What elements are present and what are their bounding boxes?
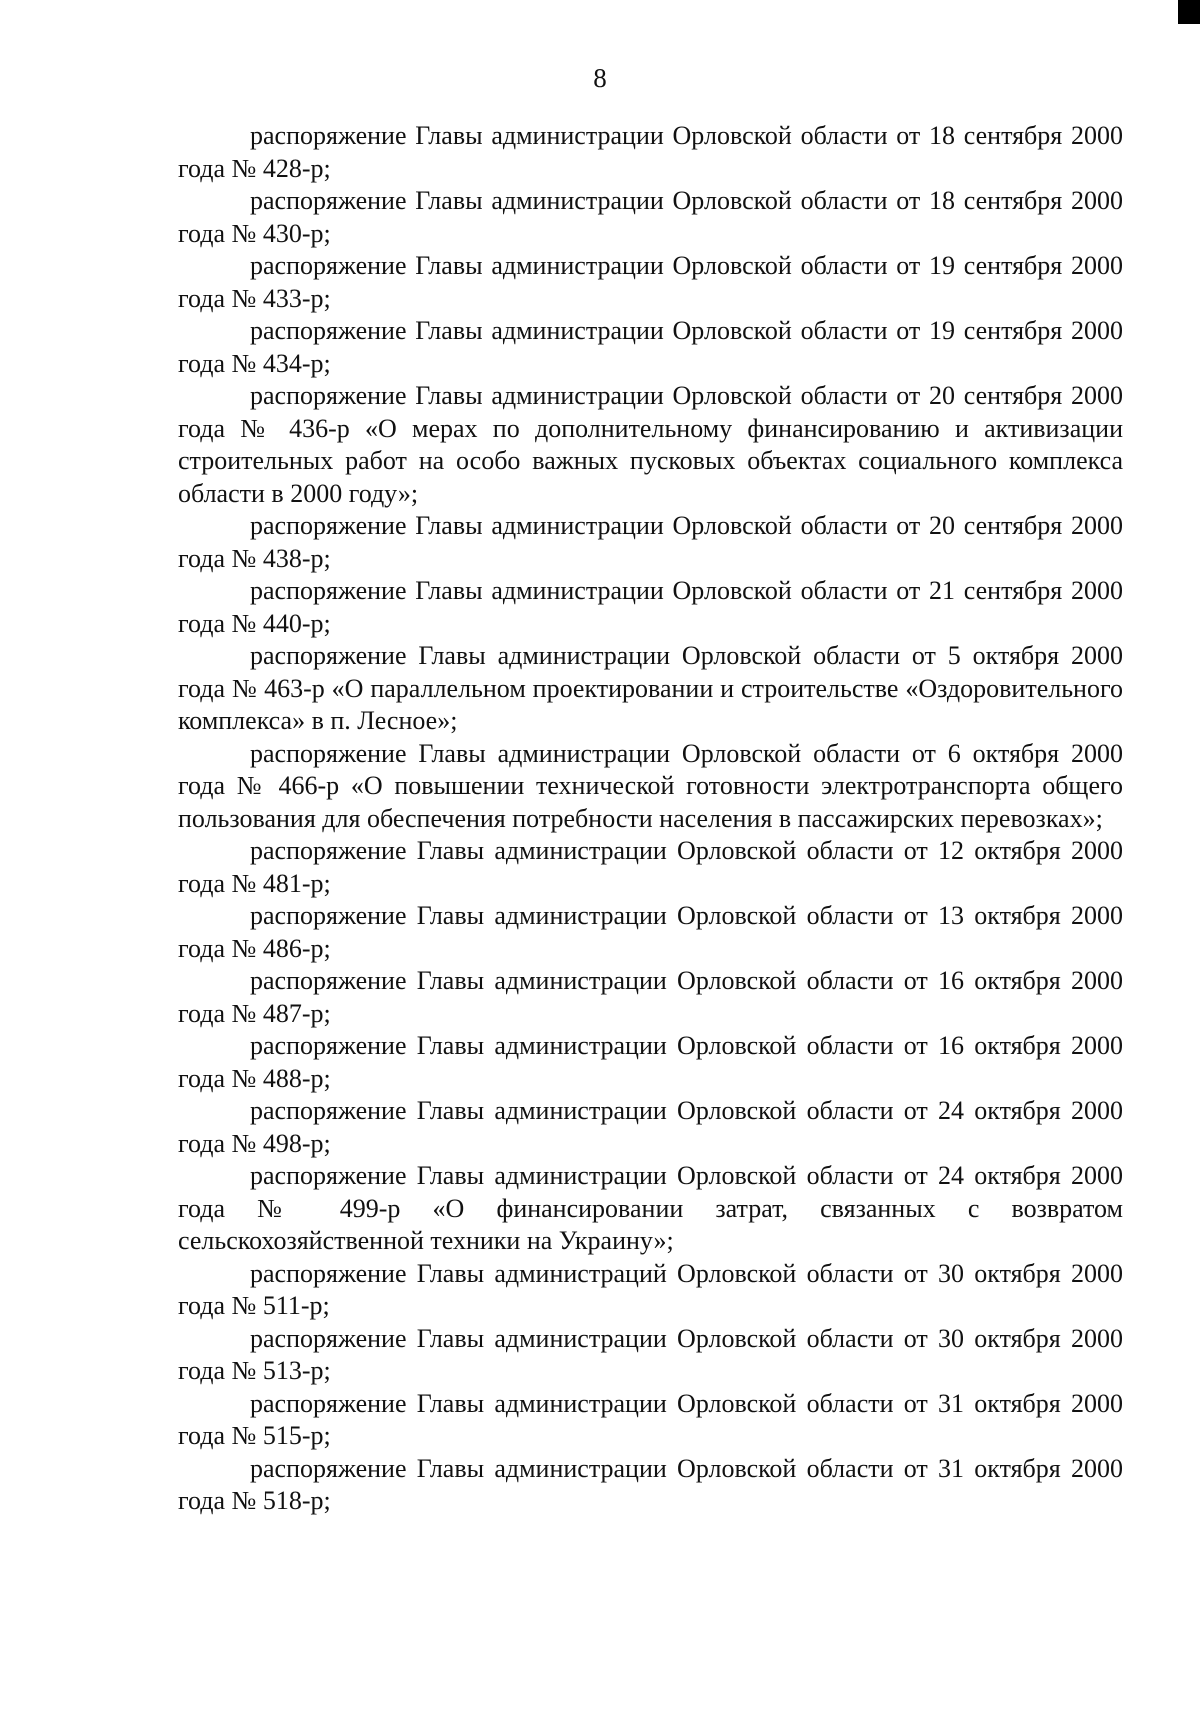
paragraph: распоряжение Главы администрации Орловской области от 5 октября 2000 года № 463-р «О параллельном проектировании и строительстве «Оздоровительного комплекса» в п. Лесное»; [178, 641, 1123, 735]
paragraph: распоряжение Главы администрации Орловской области от 24 октября 2000 года № 499-р «О финансировании затрат, связанных с возвратом сельскохозяйственной техники на Украину»; [178, 1161, 1123, 1255]
paragraph: распоряжение Главы администрации Орловской области от 18 сентября 2000 года № 430-р; [178, 186, 1123, 248]
paragraph: распоряжение Главы администрации Орловской области от 30 октября 2000 года № 513-р; [178, 1323, 1123, 1385]
paragraph: распоряжение Главы администрации Орловской области от 31 октября 2000 года № 515-р; [178, 1388, 1123, 1450]
paragraph: распоряжение Главы администрации Орловской области от 12 октября 2000 года № 481-р; [178, 836, 1123, 898]
paragraph: распоряжение Главы администрации Орловской области от 13 октября 2000 года № 486-р; [178, 901, 1123, 963]
document-body [178, 120, 1123, 1518]
paragraph: распоряжение Главы администрации Орловской области от 21 сентября 2000 года № 440-р; [178, 576, 1123, 638]
paragraph: распоряжение Главы администраций Орловской области от 30 октября 2000 года № 511-р; [178, 1258, 1123, 1320]
paragraph: распоряжение Главы администрации Орловской области от 6 октября 2000 года № 466-р «О повышении технической готовности электротранспорта общего пользования для обеспечения потребности населения в пассажирских перевозках»; [178, 738, 1123, 833]
page-number: 8 [593, 63, 607, 93]
paragraph: распоряжение Главы администрации Орловской области от 19 сентября 2000 года № 433-р; [178, 251, 1123, 313]
paragraph: распоряжение Главы администрации Орловской области от 20 сентября 2000 года № 438-р; [178, 511, 1123, 573]
paragraph: распоряжение Главы администрации Орловской области от 19 сентября 2000 года № 434-р; [178, 316, 1123, 378]
paragraph: распоряжение Главы администрации Орловской области от 16 октября 2000 года № 488-р; [178, 1031, 1123, 1093]
paragraph: распоряжение Главы администрации Орловской области от 24 октября 2000 года № 498-р; [178, 1096, 1123, 1158]
paragraph: распоряжение Главы администрации Орловской области от 20 сентября 2000 года № 436-р «О мерах по дополнительному финансированию и активизации строительных работ на особо важных пусковых объектах социального комплекса области в 2000 году»; [178, 381, 1123, 508]
scan-edge-mark [1178, 0, 1200, 24]
paragraph: распоряжение Главы администрации Орловской области от 18 сентября 2000 года № 428-р; [178, 121, 1123, 183]
paragraph: распоряжение Главы администрации Орловской области от 31 октября 2000 года № 518-р; [178, 1453, 1123, 1515]
paragraph: распоряжение Главы администрации Орловской области от 16 октября 2000 года № 487-р; [178, 966, 1123, 1028]
